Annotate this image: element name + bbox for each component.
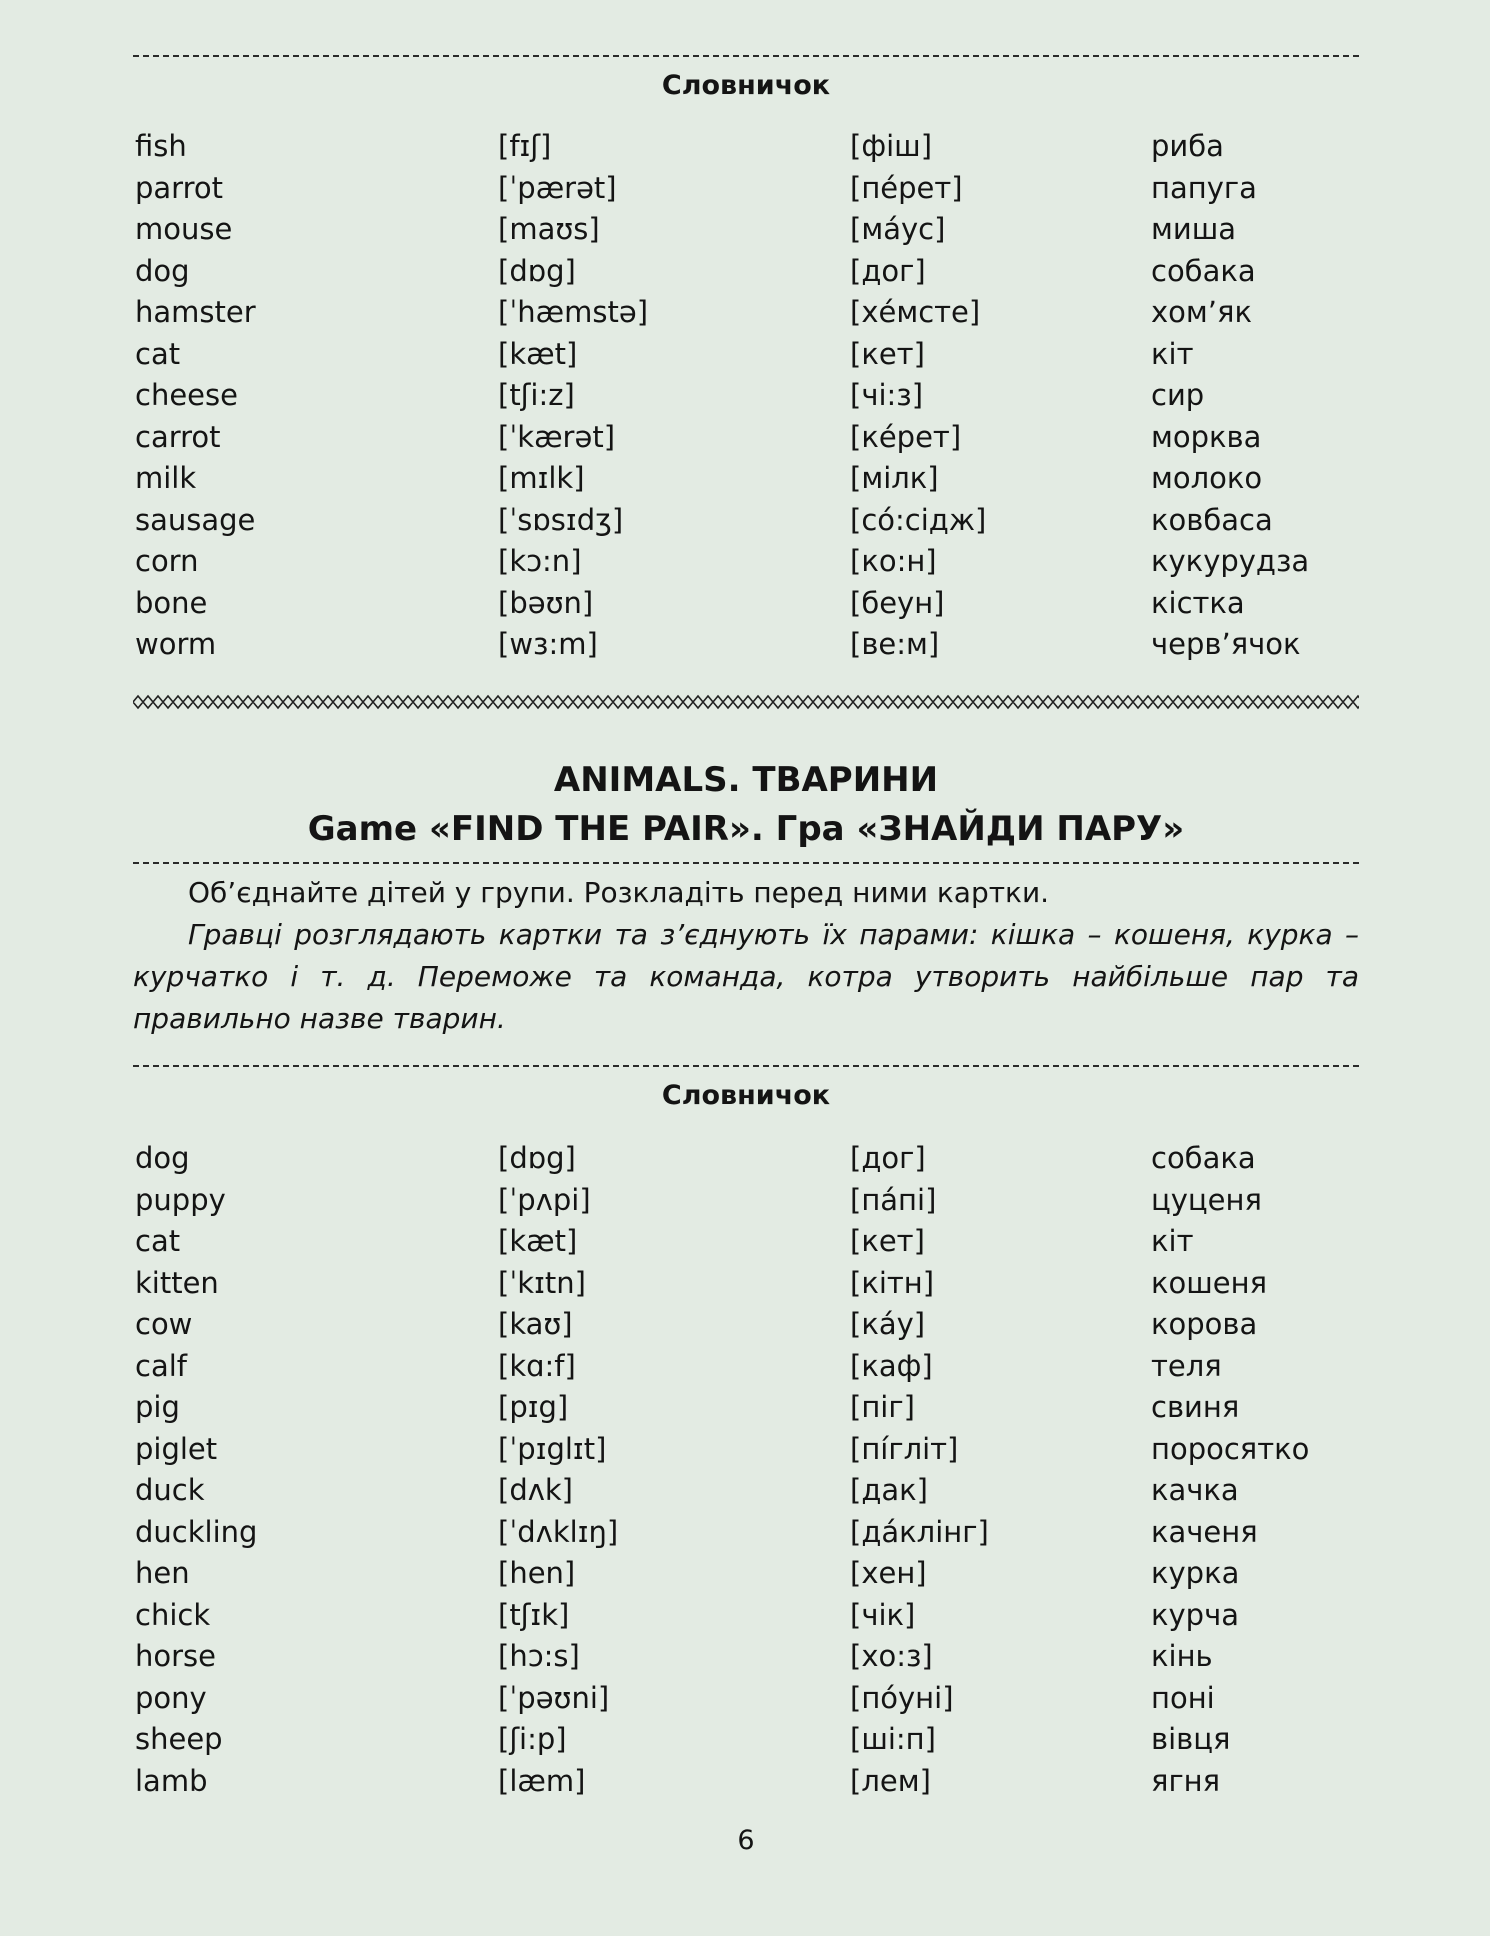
ukrainian-transcription: [кет] (850, 1224, 925, 1258)
english-word: mouse (135, 212, 233, 246)
ipa-transcription: [ˈhæmstə] (498, 295, 649, 329)
english-word: dog (135, 253, 190, 288)
ukrainian-translation: поні (1151, 1680, 1215, 1715)
ukrainian-transcription: [пíгліт] (850, 1431, 959, 1466)
ukrainian-transcription: [чік] (850, 1597, 916, 1632)
ipa-transcription: [pɪg] (498, 1390, 569, 1424)
vocab-row (133, 209, 1359, 251)
section-title: ANIMALS. ТВАРИНИ (553, 760, 939, 800)
english-word: chick (135, 1597, 211, 1632)
english-word: carrot (135, 419, 221, 454)
ipa-transcription: [ˈkɪtn] (498, 1265, 586, 1300)
ipa-transcription: [kaʊ] (498, 1307, 573, 1341)
vocab-row (133, 1595, 1359, 1637)
ukrainian-transcription: [кéрет] (850, 419, 962, 454)
vocab-row (133, 1138, 1359, 1180)
ukrainian-translation: кіт (1151, 1224, 1194, 1258)
ukrainian-translation: собака (1151, 1141, 1256, 1175)
vocab-title: Словничок (661, 1080, 831, 1111)
page-number: 6 (737, 1825, 755, 1856)
english-word: duck (135, 1473, 205, 1507)
book-page (133, 0, 1359, 1936)
ipa-transcription: [hen] (498, 1556, 576, 1590)
vocab-row (133, 583, 1359, 625)
english-word: puppy (135, 1182, 226, 1217)
ukrainian-transcription: [дáклінг] (850, 1514, 989, 1549)
ukrainian-translation: кіт (1151, 336, 1194, 371)
ukrainian-transcription: [кітн] (850, 1265, 935, 1300)
instruction-text: Об’єднайте дітей у групи. Розкладіть перед ними картки. (188, 876, 1050, 909)
ipa-transcription: [fɪʃ] (498, 129, 552, 163)
english-word: lamb (135, 1763, 208, 1798)
vocab-row (133, 1221, 1359, 1263)
ukrainian-translation: качка (1151, 1473, 1239, 1507)
ipa-transcription: [læm] (498, 1763, 586, 1798)
vocab-row (133, 1719, 1359, 1761)
ipa-transcription: [ˈpɪglɪt] (498, 1431, 607, 1466)
vocab-row (133, 624, 1359, 666)
vocab-row (133, 1304, 1359, 1346)
ukrainian-translation: молоко (1151, 461, 1263, 495)
ukrainian-transcription: [хéмсте] (850, 295, 981, 329)
vocab-title: Словничок (661, 70, 831, 101)
vocab-row (133, 1180, 1359, 1222)
vocab-row (133, 1429, 1359, 1471)
vocab-row (133, 334, 1359, 376)
zigzag-divider (133, 694, 1359, 710)
instruction-rules: Гравці розглядають картки та з’єднують їх парами: кішка – кошеня, курка – курчатко і т. д. Переможе та команда, котра утворить найбільше пар та правильно назве тварин. (133, 918, 1359, 1035)
vocab-row (133, 292, 1359, 334)
game-title: Game «FIND THE PAIR». Гра «ЗНАЙДИ ПАРУ» (307, 809, 1185, 849)
english-word: sheep (135, 1722, 223, 1756)
ukrainian-translation: поросятко (1151, 1431, 1310, 1466)
dashed-divider (133, 55, 1359, 57)
vocab-row (133, 168, 1359, 210)
vocab-row (133, 1346, 1359, 1388)
ukrainian-transcription: [фіш] (850, 129, 933, 163)
ukrainian-transcription: [ші:п] (850, 1722, 936, 1756)
vocab-row (133, 1387, 1359, 1429)
ipa-transcription: [tʃɪk] (498, 1597, 570, 1632)
ukrainian-transcription: [дак] (850, 1473, 928, 1507)
english-word: fish (135, 129, 187, 163)
english-word: cow (135, 1307, 193, 1341)
english-word: hamster (135, 295, 256, 329)
vocab-row (133, 126, 1359, 168)
vocab-row (133, 1470, 1359, 1512)
vocab-table-food (133, 126, 1359, 666)
ipa-transcription: [ˈpəʊni] (498, 1680, 610, 1715)
ukrainian-translation: кінь (1151, 1639, 1213, 1673)
ukrainian-translation: вівця (1151, 1722, 1231, 1756)
ukrainian-translation: корова (1151, 1307, 1258, 1341)
ukrainian-transcription: [пóуні] (850, 1680, 954, 1715)
ukrainian-transcription: [беун] (850, 585, 945, 620)
ukrainian-translation: курка (1151, 1556, 1240, 1590)
ukrainian-transcription: [ко:н] (850, 544, 937, 578)
ipa-transcription: [maʊs] (498, 212, 600, 246)
vocab-row (133, 417, 1359, 459)
ukrainian-translation: папуга (1151, 170, 1257, 205)
ipa-transcription: [tʃi:z] (498, 378, 575, 412)
ukrainian-translation: хом’як (1151, 295, 1252, 329)
vocab-row (133, 458, 1359, 500)
english-word: milk (135, 461, 197, 495)
ipa-transcription: [dɒg] (498, 253, 576, 288)
ipa-transcription: [bəʊn] (498, 585, 594, 620)
ukrainian-transcription: [хен] (850, 1556, 927, 1590)
ipa-transcription: [ʃi:p] (498, 1722, 567, 1756)
ukrainian-transcription: [ве:м] (850, 627, 940, 661)
english-word: cheese (135, 378, 238, 412)
english-word: piglet (135, 1431, 218, 1466)
vocab-row (133, 1553, 1359, 1595)
ukrainian-translation: каченя (1151, 1514, 1258, 1549)
english-word: dog (135, 1141, 190, 1175)
vocab-row (133, 1678, 1359, 1720)
vocab-row (133, 500, 1359, 542)
ukrainian-transcription: [чі:з] (850, 378, 924, 412)
english-word: pig (135, 1390, 180, 1424)
ukrainian-transcription: [мáус] (850, 212, 946, 246)
ipa-transcription: [ˈdʌklɪŋ] (498, 1514, 619, 1549)
english-word: cat (135, 336, 181, 371)
ukrainian-translation: кістка (1151, 585, 1245, 620)
ipa-transcription: [ˈsɒsɪdʒ] (498, 502, 624, 537)
ukrainian-translation: цуценя (1151, 1182, 1262, 1217)
ukrainian-transcription: [сó:сідж] (850, 502, 987, 537)
ukrainian-transcription: [кáу] (850, 1307, 926, 1341)
ukrainian-translation: курча (1151, 1597, 1239, 1632)
ukrainian-translation: сир (1151, 378, 1205, 412)
ipa-transcription: [kæt] (498, 336, 578, 371)
english-word: cat (135, 1224, 181, 1258)
ipa-transcription: [ˈkærət] (498, 419, 616, 454)
dashed-divider (133, 862, 1359, 864)
vocab-row (133, 1761, 1359, 1803)
vocab-row (133, 375, 1359, 417)
ukrainian-translation: морква (1151, 419, 1262, 454)
vocab-row (133, 251, 1359, 293)
vocab-row (133, 1636, 1359, 1678)
ipa-transcription: [mɪlk] (498, 461, 585, 495)
ipa-transcription: [kɑ:f] (498, 1348, 576, 1383)
vocab-row (133, 1263, 1359, 1305)
ukrainian-transcription: [каф] (850, 1348, 933, 1383)
ipa-transcription: [dɒg] (498, 1141, 576, 1175)
english-word: sausage (135, 502, 256, 537)
vocab-row (133, 541, 1359, 583)
english-word: worm (135, 627, 217, 661)
ukrainian-transcription: [дог] (850, 253, 926, 288)
english-word: bone (135, 585, 208, 620)
english-word: kitten (135, 1265, 219, 1300)
ukrainian-transcription: [пáпі] (850, 1182, 937, 1217)
ukrainian-transcription: [пéрет] (850, 170, 963, 205)
ipa-transcription: [ˈpærət] (498, 170, 617, 205)
english-word: pony (135, 1680, 207, 1715)
ukrainian-translation: кошеня (1151, 1265, 1268, 1300)
ipa-transcription: [wɜ:m] (498, 627, 598, 661)
ipa-transcription: [hɔ:s] (498, 1639, 580, 1673)
ipa-transcription: [ˈpʌpi] (498, 1182, 591, 1217)
ipa-transcription: [kæt] (498, 1224, 578, 1258)
ukrainian-translation: собака (1151, 253, 1256, 288)
english-word: hen (135, 1556, 190, 1590)
ukrainian-transcription: [лем] (850, 1763, 931, 1798)
ukrainian-transcription: [піг] (850, 1390, 915, 1424)
ukrainian-translation: кукурудза (1151, 544, 1310, 578)
vocab-table-animals (133, 1138, 1359, 1802)
english-word: parrot (135, 170, 223, 205)
ukrainian-translation: миша (1151, 212, 1237, 246)
ukrainian-translation: риба (1151, 129, 1224, 163)
dashed-divider (133, 1065, 1359, 1067)
ukrainian-translation: ковбаса (1151, 502, 1273, 537)
ipa-transcription: [kɔ:n] (498, 544, 582, 578)
ipa-transcription: [dʌk] (498, 1473, 573, 1507)
game-instructions (133, 872, 1359, 1040)
english-word: horse (135, 1639, 216, 1673)
ukrainian-transcription: [хо:з] (850, 1639, 933, 1673)
english-word: duckling (135, 1514, 258, 1549)
english-word: corn (135, 544, 199, 578)
english-word: calf (135, 1348, 187, 1383)
ukrainian-translation: свиня (1151, 1390, 1240, 1424)
ukrainian-translation: ягня (1151, 1763, 1221, 1798)
ukrainian-translation: теля (1151, 1348, 1222, 1383)
ukrainian-transcription: [дог] (850, 1141, 926, 1175)
vocab-row (133, 1512, 1359, 1554)
ukrainian-translation: черв’ячок (1151, 627, 1301, 661)
ukrainian-transcription: [кет] (850, 336, 925, 371)
ukrainian-transcription: [мілк] (850, 461, 939, 495)
